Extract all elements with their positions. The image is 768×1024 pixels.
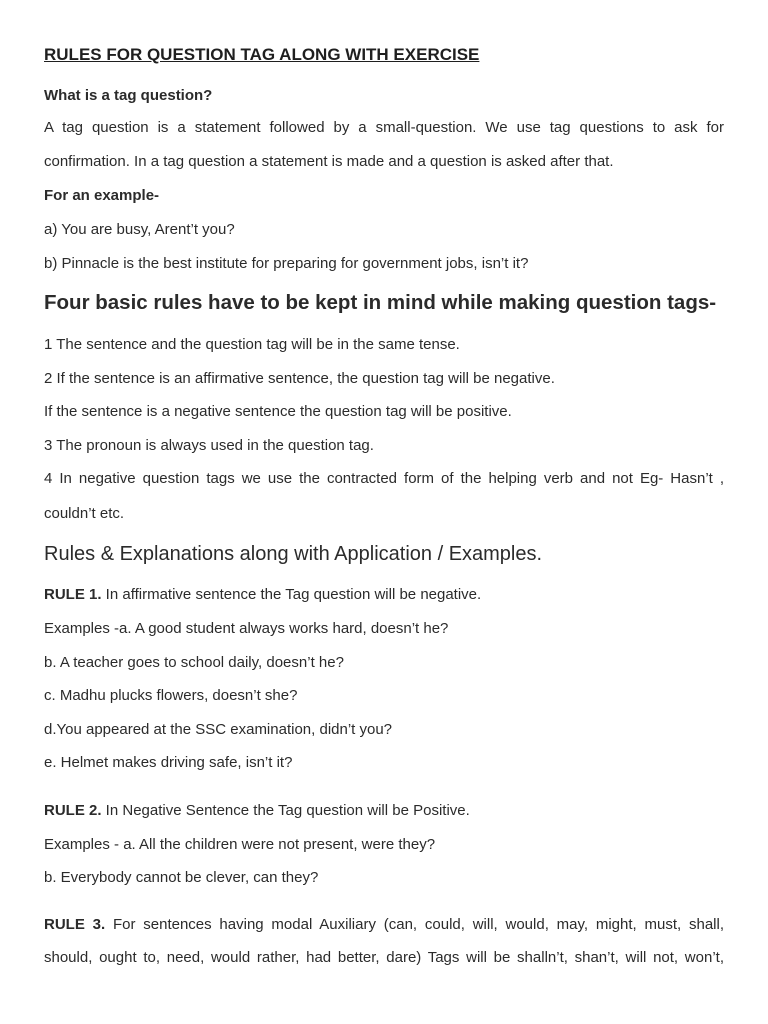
example-a: a) You are busy, Arent’t you? <box>44 221 235 238</box>
rule-1-example-c: c. Madhu plucks flowers, doesn’t she? <box>44 687 298 704</box>
basic-rule-2a: 2 If the sentence is an affirmative sentence, the question tag will be negative. <box>44 370 555 387</box>
basic-rule-4-line-1: 4 In negative question tags we use the contracted form of the helping verb and not Eg- Hasn’t , <box>44 470 724 487</box>
intro-paragraph-line-2: confirmation. In a tag question a statement is made and a question is asked after that. <box>44 153 614 170</box>
rule-2-label: RULE 2. <box>44 802 102 819</box>
rule-3-label: RULE 3. <box>44 916 106 933</box>
basic-rule-2b: If the sentence is a negative sentence the question tag will be positive. <box>44 403 512 420</box>
basic-rule-4-line-2: couldn’t etc. <box>44 505 125 522</box>
rule-1-text: In affirmative sentence the Tag question will be negative. <box>101 586 482 603</box>
rule-1-label: RULE 1. <box>44 586 102 603</box>
explanations-heading: Rules & Explanations along with Application / Examples. <box>44 543 543 565</box>
basic-rules-heading: Four basic rules have to be kept in mind while making question tags- <box>44 291 717 314</box>
document-title: RULES FOR QUESTION TAG ALONG WITH EXERCISE <box>44 45 480 64</box>
rule-1-example-e: e. Helmet makes driving safe, isn’t it? <box>44 754 293 771</box>
rule-1-statement <box>44 586 724 604</box>
example-b: b) Pinnacle is the best institute for preparing for government jobs, isn’t it? <box>44 255 529 272</box>
rule-2-example-b: b. Everybody cannot be clever, can they? <box>44 869 319 886</box>
rule-3-statement-line-2: should, ought to, need, would rather, had better, dare) Tags will be shalln’t, shan’t, will not, won’t, <box>44 949 724 966</box>
rule-2-statement <box>44 802 724 820</box>
rule-1-example-b: b. A teacher goes to school daily, doesn’t he? <box>44 654 344 671</box>
rule-3-text-line-1: For sentences having modal Auxiliary (can, could, will, would, may, might, must, shall, <box>105 916 724 933</box>
rule-1-example-a: Examples -a. A good student always works hard, doesn’t he? <box>44 620 449 637</box>
basic-rule-3: 3 The pronoun is always used in the question tag. <box>44 437 374 454</box>
intro-heading: What is a tag question? <box>44 87 213 104</box>
example-heading: For an example- <box>44 187 160 204</box>
rule-1-example-d: d.You appeared at the SSC examination, didn’t you? <box>44 721 393 738</box>
intro-paragraph-line-1: A tag question is a statement followed by a small-question. We use tag questions to ask for <box>44 119 724 136</box>
basic-rule-1: 1 The sentence and the question tag will be in the same tense. <box>44 336 460 353</box>
rule-3-statement-line-1 <box>44 916 724 934</box>
rule-2-example-a: Examples - a. All the children were not present, were they? <box>44 836 436 853</box>
rule-2-text: In Negative Sentence the Tag question will be Positive. <box>101 802 470 819</box>
